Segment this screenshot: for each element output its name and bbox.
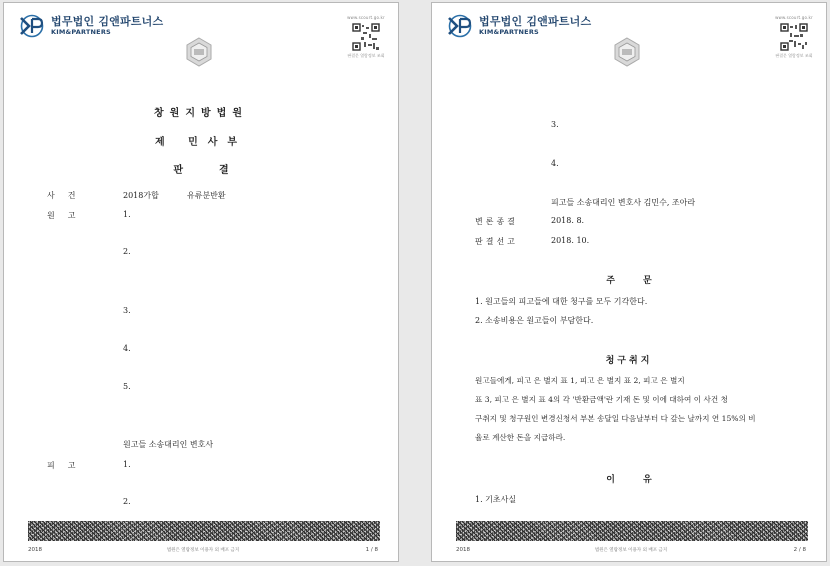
firm-name-en: KIM&PARTNERS xyxy=(479,28,539,37)
holding-line: 1. 원고들의 피고들에 대한 청구를 모두 기각한다. xyxy=(475,297,648,306)
holding-title: 주문 xyxy=(606,276,680,286)
department-title: 제 민사부 xyxy=(154,137,248,148)
list-item: 1. xyxy=(123,460,131,469)
defendant-label: 피고 xyxy=(47,461,89,470)
list-item: 3. xyxy=(551,120,559,129)
ruling-date: 2018. 10. xyxy=(551,236,590,245)
case-number: 2018가합 xyxy=(123,191,159,200)
list-item: 4. xyxy=(123,344,131,353)
qr-block xyxy=(346,15,386,59)
closing-date: 2018. 8. xyxy=(551,216,585,225)
plaintiff-label: 원고 xyxy=(47,211,89,220)
qr-block xyxy=(774,15,814,59)
list-item: 3. xyxy=(123,306,131,315)
document-page-2 xyxy=(431,2,827,562)
list-item: 5. xyxy=(123,382,131,391)
court-emblem-icon xyxy=(184,37,214,67)
list-item: 2. xyxy=(123,497,131,506)
case-label: 사건 xyxy=(47,191,89,200)
firm-name-ko: 법무법인 김앤파트너스 xyxy=(479,15,592,29)
document-type: 판결 xyxy=(173,165,265,176)
reason-title: 이유 xyxy=(606,475,680,485)
footer-notice: 법원은 열람정보 이용자 외 배포 금지 xyxy=(166,548,240,553)
claim-line: 원고들에게, 피고 은 별지 표 1, 피고 은 별지 표 2, 피고 은 별지 xyxy=(475,376,685,385)
kp-logo-icon xyxy=(445,14,475,38)
page-footer xyxy=(28,547,378,557)
page-number: 1 / 8 xyxy=(365,547,378,553)
barcode-strip xyxy=(456,521,808,541)
court-title: 창원지방법원 xyxy=(154,108,248,119)
firm-name-en: KIM&PARTNERS xyxy=(51,28,111,37)
closing-label: 변론종결 xyxy=(475,217,518,226)
qr-caption: 판결문 열람정보 조회 xyxy=(775,53,813,58)
qr-code-icon xyxy=(780,23,808,51)
list-item: 1. xyxy=(123,210,131,219)
holding-line: 2. 소송비용은 원고들이 부담한다. xyxy=(475,316,594,325)
qr-url: www.scourt.go.kr xyxy=(775,15,813,20)
defendant-counsel: 피고들 소송대리인 변호사 김민수, 조아라 xyxy=(551,198,696,207)
list-item: 4. xyxy=(551,159,559,168)
firm-name-ko: 법무법인 김앤파트너스 xyxy=(51,15,164,29)
ruling-label: 판결선고 xyxy=(475,237,518,246)
case-name: 유류분반환 xyxy=(187,191,226,200)
qr-caption: 판결문 열람정보 조회 xyxy=(347,53,385,58)
barcode-strip xyxy=(28,521,380,541)
reason-first: 1. 기초사실 xyxy=(475,495,517,504)
document-page-1 xyxy=(3,2,399,562)
footer-year: 2018 xyxy=(28,547,42,553)
page-footer xyxy=(456,547,806,557)
footer-notice: 법원은 열람정보 이용자 외 배포 금지 xyxy=(594,548,668,553)
firm-logo xyxy=(445,14,591,38)
page-number: 2 / 8 xyxy=(793,547,806,553)
qr-code-icon xyxy=(352,23,380,51)
court-emblem-icon xyxy=(612,37,642,67)
footer-year: 2018 xyxy=(456,547,470,553)
list-item: 2. xyxy=(123,247,131,256)
claim-line: 구취지 및 청구원인 변경신청서 부본 송달일 다음날부터 다 갚는 날까지 연 15%의 비 xyxy=(475,414,756,423)
kp-logo-icon xyxy=(17,14,47,38)
claim-line: 율로 계산한 돈을 지급하라. xyxy=(475,433,566,442)
claim-title: 청구취지 xyxy=(605,356,653,366)
claim-line: 표 3, 피고 은 별지 표 4의 각 '반환금액'란 기재 돈 및 이에 대하여 이 사건 청 xyxy=(475,395,728,404)
qr-url: www.scourt.go.kr xyxy=(347,15,385,20)
plaintiff-counsel: 원고들 소송대리인 변호사 xyxy=(123,440,214,449)
firm-logo xyxy=(17,14,163,38)
